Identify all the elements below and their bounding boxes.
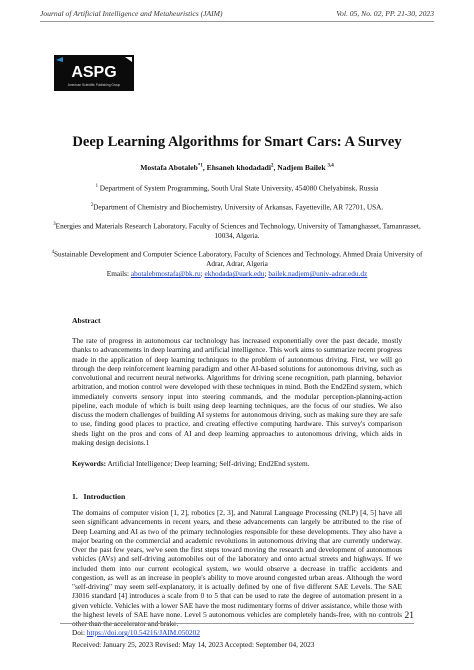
author-name: Mostafa Abotaleb <box>140 163 198 172</box>
affiliation-2 <box>50 201 424 212</box>
affiliation-text: Energies and Materials Research Laboratory, Faculty of Sciences and Technology, University of Tamanghasset, Tamanrasset, 10034, Algeria. <box>55 221 421 241</box>
publication-dates: Received: January 25, 2023 Revised: May 14, 2023 Accepted: September 04, 2023 <box>72 640 315 649</box>
affiliation-text: Sustainable Development and Computer Science Laboratory, Faculty of Sciences and Technology, Ahmed Draia University of Adrar, Adrar, Algeria <box>53 249 423 269</box>
email-link[interactable]: ekhodada@uark.edu <box>204 269 265 279</box>
affiliation-4: $^4$Sustainable Development and Computer Science Laboratory, Faculty of Sciences and Technology, Ahmed Draia University of Adrar, Adrar, Algeria Emails: abotalebmostafa@bk.ru; ekhodada@uark.edu; bailek.nadjem@univ-adrar.edu.dz <box>51 249 423 279</box>
affiliation-1 <box>50 182 424 193</box>
affiliation-mark: 4 <box>51 250 54 255</box>
aspg-logo <box>54 55 134 91</box>
abstract-text: The rate of progress in autonomous car technology has increased exponentially over the past decade, mostly thanks to advancements in deep learning and artificial intelligence. This work aims to summarize recent progress made in the application of deep learning techniques to the problem of autonomous driving. First, we will go through the deep reinforcement learning paradigm and other AI-based solutions for autonomous driving, such as convolutional and recurrent neural networks. Algorithms for driving scene recognition, path planning, behavior arbitration, and motion control were developed with these techniques in mind. Both the End2End system, which immediately converts sensory input into steering commands, and the modular perception-planning-action pipeline, each module of which is built using deep learning techniques, are the focus of our studies. We also discuss the modern challenges of building AI systems for autonomous driving, such as making sure they are safe to use, finding good places to practice, and creating effective computing hardware. This survey's comparison sheds light on the pros and cons of AI and deep learning approaches to autonomous driving, which aids in making design decisions.1 <box>72 336 402 447</box>
email-link[interactable]: abotalebmostafa@bk.ru <box>130 269 201 279</box>
email-link[interactable]: bailek.nadjem@univ-adrar.edu.dz <box>268 269 368 279</box>
svg-text:ASPG: ASPG <box>71 64 117 81</box>
keywords-text: Artificial Intelligence; Deep learning; Self-driving; End2End system. <box>106 459 310 468</box>
author-affiliation-mark: 2 <box>271 163 274 169</box>
doi-label: Doi: <box>72 628 87 637</box>
header-rule <box>40 21 434 22</box>
emails-label: Emails: <box>106 269 131 279</box>
doi-link[interactable]: https://doi.org/10.54216/JAIM.050202 <box>86 628 200 637</box>
affiliation-text: Department of Chemistry and Biochemistry, University of Arkansas, Fayetteville, AR 72701, USA. <box>93 202 384 212</box>
introduction-text: The domains of computer vision [1, 2], robotics [2, 3], and Natural Language Processing (NLP) [4, 5] have all seen significant advancements in recent years, and these advancements can largely be attributed to the rise of Deep Learning and AI as two of the primary technologies responsible for these developments. They also have a major bearing on the commercial and academic revolutions in autonomous driving that are currently underway. Over the past few years, we've seen the first steps toward moving the research and development of autonomous vehicles (AVs) and self-driving automobiles out of the laboratory and onto actual streets and highways. If we included them into our current ecological system, we would observe a decrease in traffic accidents and congestion, as well as an increase in people's ability to move around congested urban areas. Although the word "self-driving" may seem self-explanatory, it is actually defined by one of five different SAE Levels. The SAE J3016 standard [4] introduces a scale from 0 to 5 that can be used to rate the degree of automation present in a given vehicle. Vehicles with a lower SAE have the most rudimentary forms of driver assistance, while those with the highest levels of SAE have none. Level 5 autonomous vehicles are completely hands-free, with no controls other than the accelerator and brake. <box>72 508 402 628</box>
journal-name: Journal of Artificial Intelligence and Metaheuristics (JAIM) <box>40 9 223 18</box>
affiliation-mark: 1 <box>95 184 98 189</box>
author-list: Mostafa Abotaleb$^{*1}$, Ehsaneh khodadadi$^2$, Nadjem Bailek $^{3,4}$ <box>140 163 334 172</box>
svg-text:American Scientific Publishing: American Scientific Publishing Group <box>67 83 121 87</box>
author-affiliation-mark: *1 <box>197 163 203 169</box>
affiliation-mark: 2 <box>90 203 94 208</box>
affiliation-3 <box>50 220 424 241</box>
author-name: Ehsaneh khodadadi <box>206 163 271 172</box>
abstract-heading: Abstract <box>72 316 101 325</box>
section-heading-introduction: 1. Introduction <box>72 492 126 501</box>
volume-info: Vol. 05, No. 02, PP. 21-30, 2023 <box>336 9 434 18</box>
affiliation-mark: 3 <box>53 222 56 227</box>
footer-rule <box>60 623 414 624</box>
affiliation-text: Department of System Programming, South Ural State University, 454080 Chelyabinsk, Russia <box>97 183 379 193</box>
paper-title: Deep Learning Algorithms for Smart Cars: A Survey <box>72 134 402 150</box>
author-affiliation-mark: 3,4 <box>327 163 334 169</box>
keywords-label: Keywords: <box>72 459 107 468</box>
page-number: 21 <box>404 611 414 621</box>
doi-line <box>72 628 200 637</box>
keywords <box>72 459 412 468</box>
author-name: Nadjem Bailek <box>277 163 326 172</box>
